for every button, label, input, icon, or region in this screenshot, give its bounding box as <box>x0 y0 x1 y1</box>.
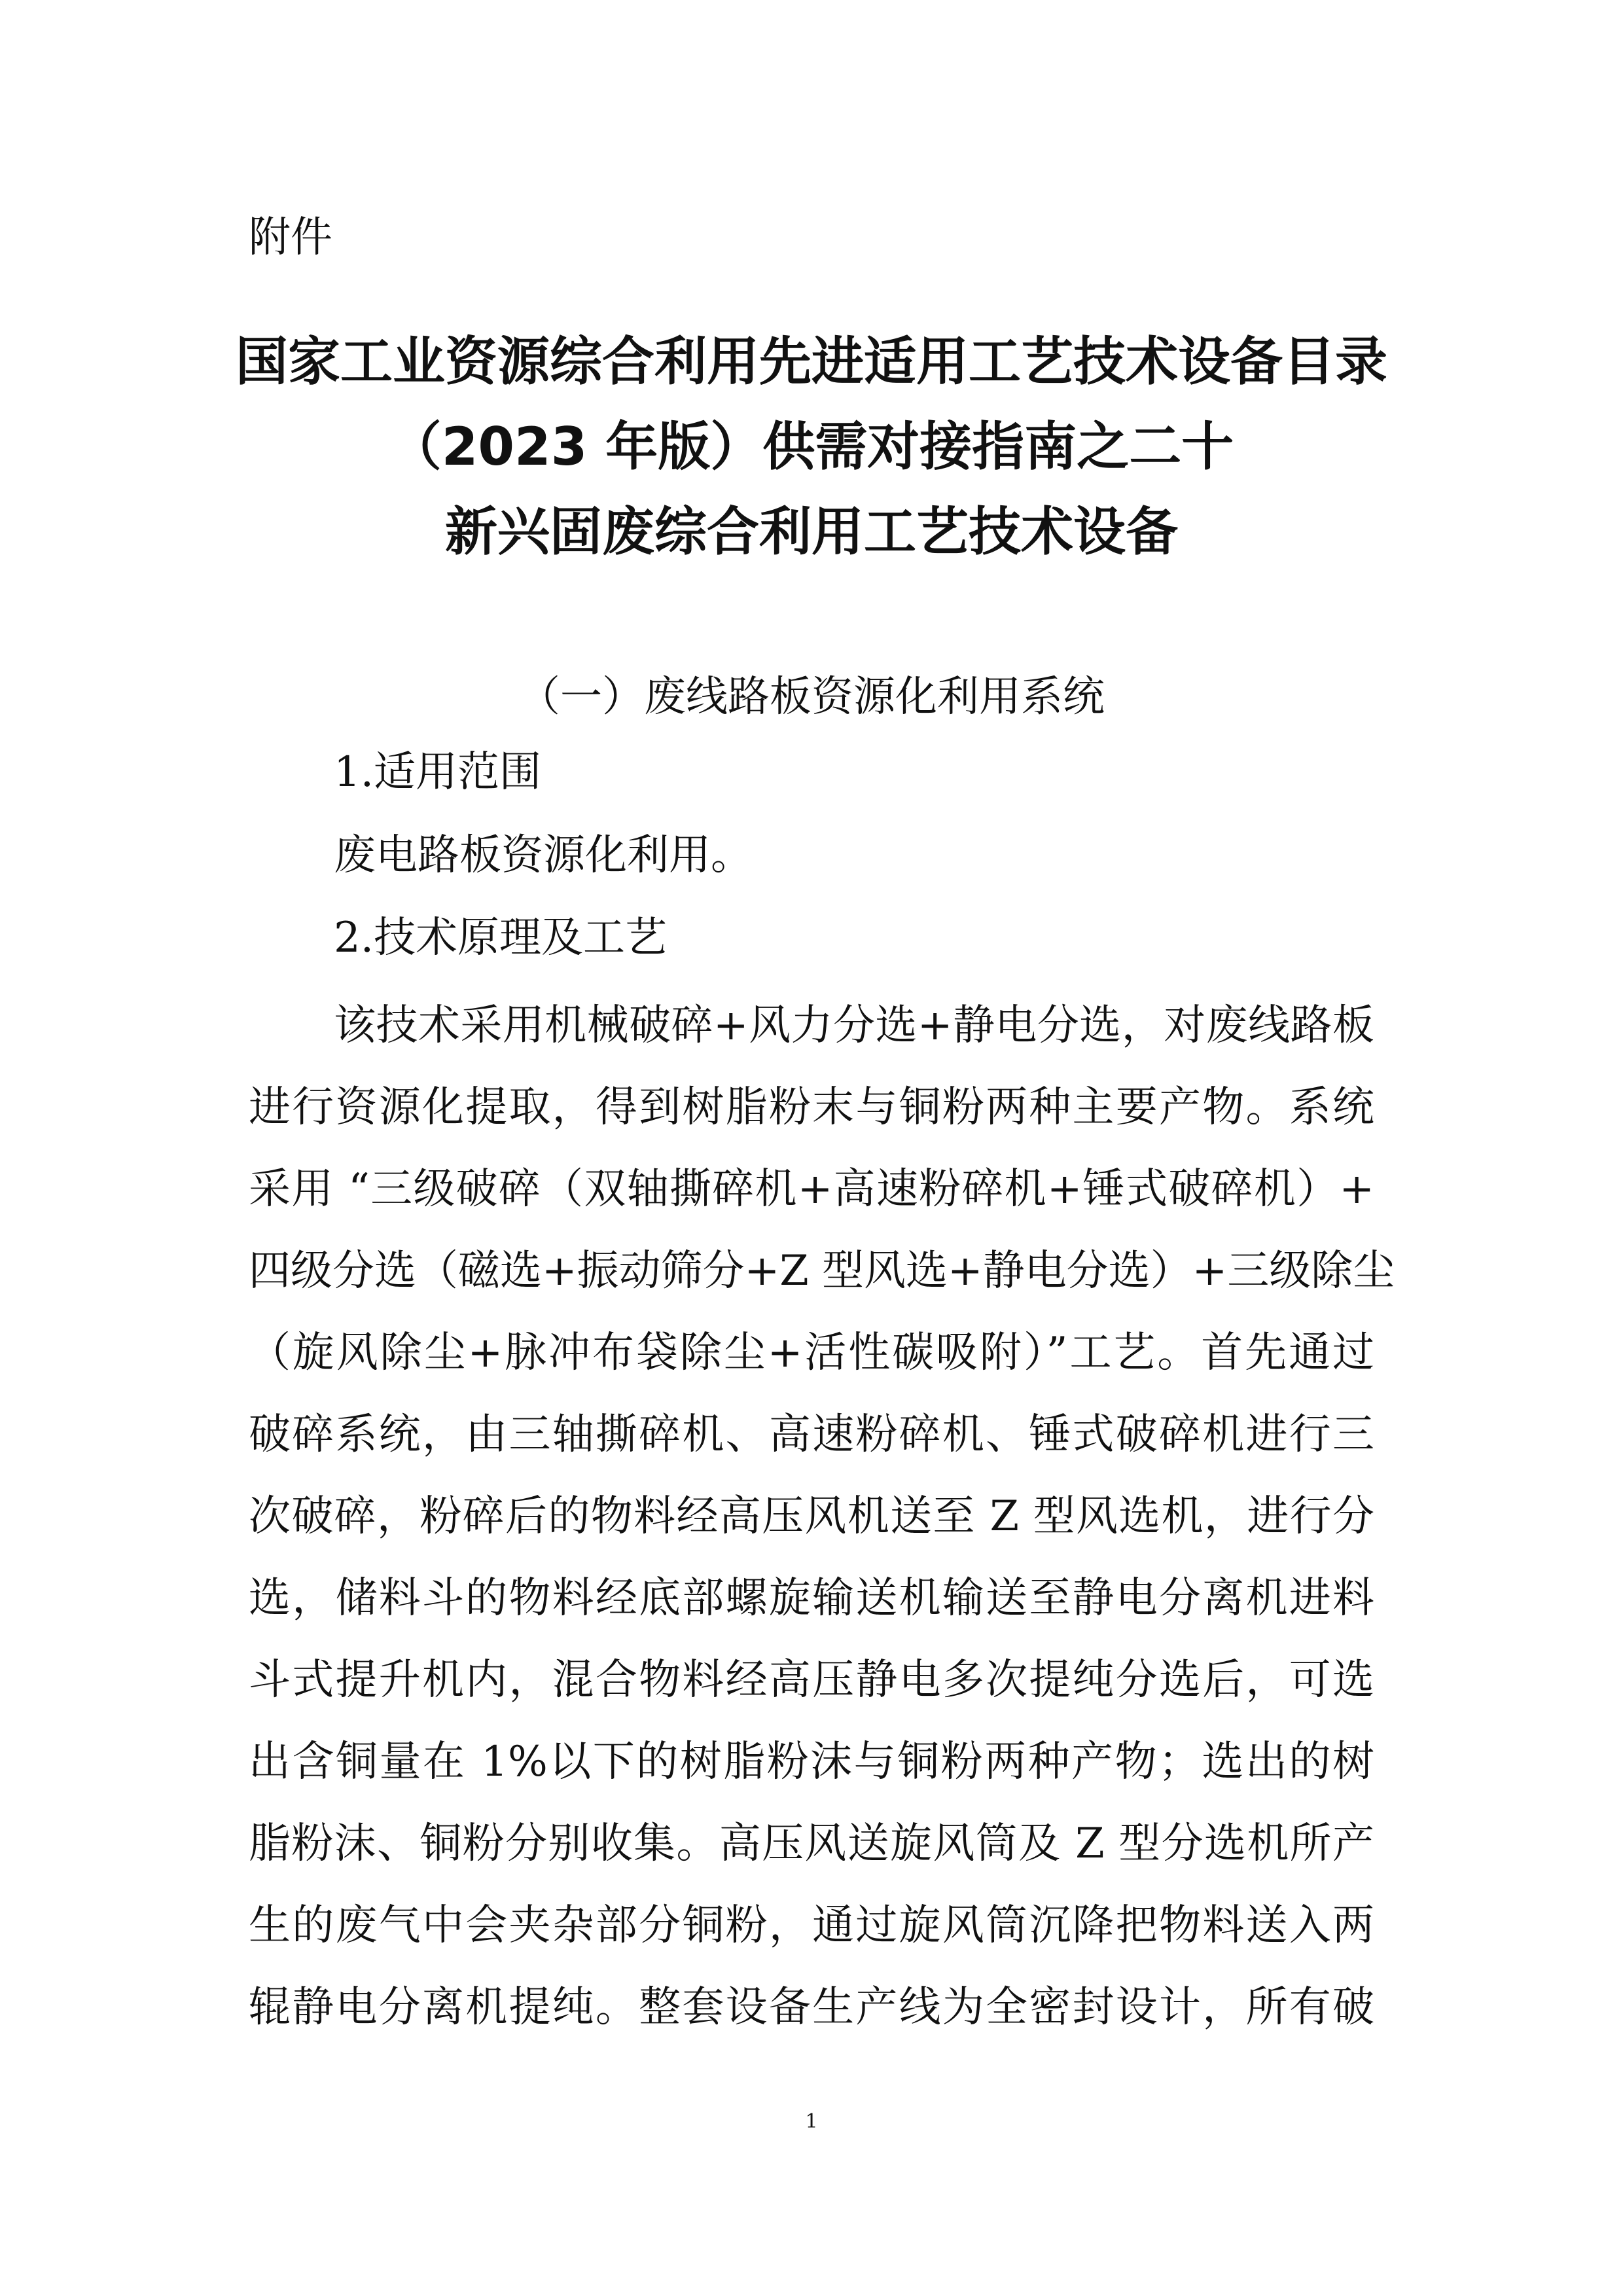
paragraph-line: 生的废气中会夹杂部分铜粉，通过旋风筒沉降把物料送入两 <box>249 1901 1374 1950</box>
scope-text: 废电路板资源化利用。 <box>334 831 753 880</box>
title-line: （2023 年版）供需对接指南之二十 <box>389 416 1234 477</box>
paragraph-line: 次破碎，粉碎后的物料经高压风机送至 Z 型风选机，进行分 <box>249 1492 1374 1541</box>
paragraph-line: 脂粉沫、铜粉分别收集。高压风送旋风筒及 Z 型分选机所产 <box>249 1820 1374 1868</box>
paragraph-line: 该技术采用机械破碎+风力分选+静电分选，对废线路板 <box>334 1001 1374 1050</box>
paragraph-line: 采用 “三级破碎（双轴撕碎机+高速粉碎机+锤式破碎机）+ <box>249 1165 1374 1213</box>
principle-heading: 2.技术原理及工艺 <box>334 914 668 962</box>
attachment-label: 附件 <box>249 213 332 262</box>
paragraph-line: 选，储料斗的物料经底部螺旋输送机输送至静电分离机进料 <box>249 1574 1374 1623</box>
paragraph-line: 出含铜量在 1%以下的树脂粉沫与铜粉两种产物；选出的树 <box>249 1738 1374 1786</box>
title-line: 国家工业资源综合利用先进适用工艺技术设备目录 <box>236 331 1387 392</box>
paragraph-line: 辊静电分离机提纯。整套设备生产线为全密封设计，所有破 <box>249 1983 1374 2032</box>
paragraph-line: 破碎系统，由三轴撕碎机、高速粉碎机、锤式破碎机进行三 <box>249 1410 1374 1459</box>
principle-paragraph <box>249 985 1395 2049</box>
page-number: 1 <box>805 2110 818 2133</box>
paragraph-line: 四级分选（磁选+振动筛分+Z 型风选+静电分选）+三级除尘 <box>249 1247 1395 1295</box>
paragraph-line: 斗式提升机内，混合物料经高压静电多次提纯分选后，可选 <box>249 1656 1374 1704</box>
paragraph-line: 进行资源化提取，得到树脂粉末与铜粉两种主要产物。系统 <box>249 1083 1374 1132</box>
section-heading: （一）废线路板资源化利用系统 <box>518 673 1105 721</box>
document-title <box>196 319 1427 575</box>
title-line: 新兴固废综合利用工艺技术设备 <box>445 501 1178 562</box>
paragraph-line: （旋风除尘+脉冲布袋除尘+活性碳吸附）”工艺。首先通过 <box>249 1329 1374 1377</box>
scope-heading: 1.适用范围 <box>334 748 542 797</box>
